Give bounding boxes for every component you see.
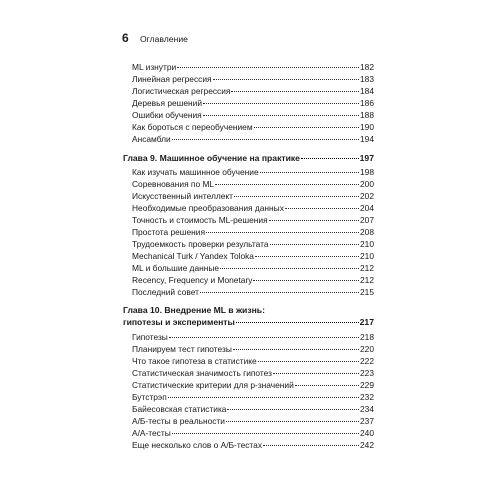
toc-entry: [132, 391, 374, 403]
chapter-title-line-2: [123, 316, 374, 328]
toc-entry-title: А/Б-тесты в реальности: [132, 416, 225, 426]
toc-entry: [132, 121, 374, 133]
dot-leader: [295, 385, 359, 386]
toc-entry: [132, 133, 374, 145]
dot-leader: [226, 421, 359, 422]
dot-leader: [260, 172, 359, 173]
chapter-page: 197: [359, 153, 374, 163]
toc-entry-page: 188: [360, 110, 374, 120]
dot-leader: [172, 139, 359, 140]
toc-entry-page: 234: [360, 404, 374, 414]
toc-entry-page: 198: [360, 167, 374, 177]
toc-entry-title: Деревья решений: [132, 98, 202, 108]
toc-entry-page: 215: [360, 287, 374, 297]
toc-entry: [132, 262, 374, 274]
chapter-9-heading: [123, 152, 374, 164]
toc-entry-page: 208: [360, 227, 374, 237]
toc-entry-title: ML изнутри: [132, 62, 177, 72]
toc-entry: [132, 367, 374, 379]
toc-entry-page: 212: [360, 275, 374, 285]
dot-leader: [233, 349, 359, 350]
toc-entry-title: Трудоемкость проверки результата: [132, 239, 269, 249]
toc-entry-title: Простота решения: [132, 227, 205, 237]
toc-entry: [132, 343, 374, 355]
toc-entry: [132, 73, 374, 85]
toc-entry-page: 194: [360, 134, 374, 144]
toc-entry: [132, 286, 374, 298]
toc-entry-page: 237: [360, 416, 374, 426]
toc-entry-page: 186: [360, 98, 374, 108]
toc-entry: [132, 439, 374, 451]
toc-entry-title: Байесовская статистика: [132, 404, 227, 414]
dot-leader: [269, 220, 359, 221]
toc-entry: [132, 202, 374, 214]
dot-leader: [200, 292, 359, 293]
chapter-subtitle: гипотезы и эксперименты: [123, 317, 235, 327]
toc-entry-page: 232: [360, 392, 374, 402]
toc-entry-page: 190: [360, 122, 374, 132]
toc-entry-title: Последний совет: [132, 287, 199, 297]
toc-entry-title: Бутстрэп: [132, 392, 167, 402]
toc-entry: [132, 61, 374, 73]
toc-entry-title: А/А-тесты: [132, 428, 171, 438]
toc-entry-page: 240: [360, 428, 374, 438]
dot-leader: [285, 208, 359, 209]
toc-entry: [132, 226, 374, 238]
toc-entry-page: 184: [360, 86, 374, 96]
toc-entry-title: Искусственный интеллект: [132, 191, 234, 201]
dot-leader: [177, 67, 359, 68]
toc-entry-page: 220: [360, 344, 374, 354]
dot-leader: [270, 244, 360, 245]
toc-entry-page: 200: [360, 179, 374, 189]
dot-leader: [215, 184, 359, 185]
chapter-10-heading: [123, 304, 374, 328]
toc-entry: [132, 166, 374, 178]
toc-entry-title: Recency, Frequency и Monetary: [132, 275, 253, 285]
toc-entry: [132, 85, 374, 97]
dot-leader: [168, 397, 359, 398]
toc-entry-page: 182: [360, 62, 374, 72]
toc-entry-title: Как изучать машинное обучение: [132, 167, 259, 177]
dot-leader: [231, 91, 359, 92]
dot-leader: [213, 79, 359, 80]
toc-entry-title: Ошибки обучения: [132, 110, 202, 120]
toc-entry: [132, 274, 374, 286]
dot-leader: [227, 409, 359, 410]
toc-entry-page: 212: [360, 263, 374, 273]
toc-entry-title: Планируем тест гипотезы: [132, 344, 232, 354]
toc-entry: [132, 355, 374, 367]
toc-entry: [132, 403, 374, 415]
dot-leader: [236, 322, 359, 323]
toc-entry-title: Линейная регрессия: [132, 74, 212, 84]
toc-entry-title: Ансамбли: [132, 134, 171, 144]
toc-entry-page: 242: [360, 440, 374, 450]
dot-leader: [234, 196, 359, 197]
page-number: 6: [122, 31, 129, 45]
toc-entry: [132, 214, 374, 226]
dot-leader: [220, 268, 359, 269]
toc-entry-title: Соревнования по ML: [132, 179, 215, 189]
dot-leader: [273, 373, 359, 374]
chapter-title: Глава 10. Внедрение ML в жизнь:: [123, 305, 265, 315]
toc-entry-title: Статистическая значимость гипотез: [132, 368, 272, 378]
toc-entry-title: Еще несколько слов о А/Б-тестах: [132, 440, 263, 450]
chapter-title-line-1: [123, 304, 374, 316]
table-of-contents: [123, 48, 374, 451]
toc-entry-page: 210: [360, 251, 374, 261]
dot-leader: [254, 127, 359, 128]
running-title: Оглавление: [140, 34, 188, 44]
chapter-title: Глава 9. Машинное обучение на практике: [123, 153, 300, 163]
toc-entry-title: Mechanical Turk / Yandex Toloka: [132, 251, 254, 261]
toc-entry-title: Необходимые преобразования данных: [132, 203, 284, 213]
toc-entry-page: 202: [360, 191, 374, 201]
toc-entry: [132, 109, 374, 121]
toc-entry: [132, 97, 374, 109]
toc-entry: [132, 415, 374, 427]
toc-entry-title: Как бороться с переобучением: [132, 122, 253, 132]
toc-entry: [132, 331, 374, 343]
toc-entry-page: 207: [360, 215, 374, 225]
toc-entry: [132, 379, 374, 391]
toc-entry-page: 229: [360, 380, 374, 390]
dot-leader: [253, 280, 359, 281]
toc-entry-title: Логистическая регрессия: [132, 86, 231, 96]
dot-leader: [169, 337, 359, 338]
dot-leader: [206, 232, 359, 233]
dot-leader: [172, 433, 359, 434]
dot-leader: [203, 115, 359, 116]
toc-entry: [132, 427, 374, 439]
toc-entry-title: ML и большие данные: [132, 263, 220, 273]
dot-leader: [258, 361, 359, 362]
dot-leader: [203, 103, 359, 104]
chapter-page: 217: [359, 317, 374, 327]
toc-entry-page: 223: [360, 368, 374, 378]
toc-entry-title: Гипотезы: [132, 332, 168, 342]
toc-entry: [132, 238, 374, 250]
dot-leader: [255, 256, 359, 257]
toc-entry: [132, 178, 374, 190]
toc-entry-page: 183: [360, 74, 374, 84]
dot-leader: [263, 445, 359, 446]
toc-entry-title: Точность и стоимость ML-решения: [132, 215, 268, 225]
toc-entry-page: 218: [360, 332, 374, 342]
toc-entry-page: 222: [360, 356, 374, 366]
toc-entry-page: 204: [360, 203, 374, 213]
dot-leader: [301, 158, 359, 159]
toc-entry: [132, 190, 374, 202]
toc-entry-page: 210: [360, 239, 374, 249]
toc-entry-title: Что такое гипотеза в статистике: [132, 356, 257, 366]
toc-entry: [132, 250, 374, 262]
toc-entry-title: Статистические критерии для p-значений: [132, 380, 294, 390]
